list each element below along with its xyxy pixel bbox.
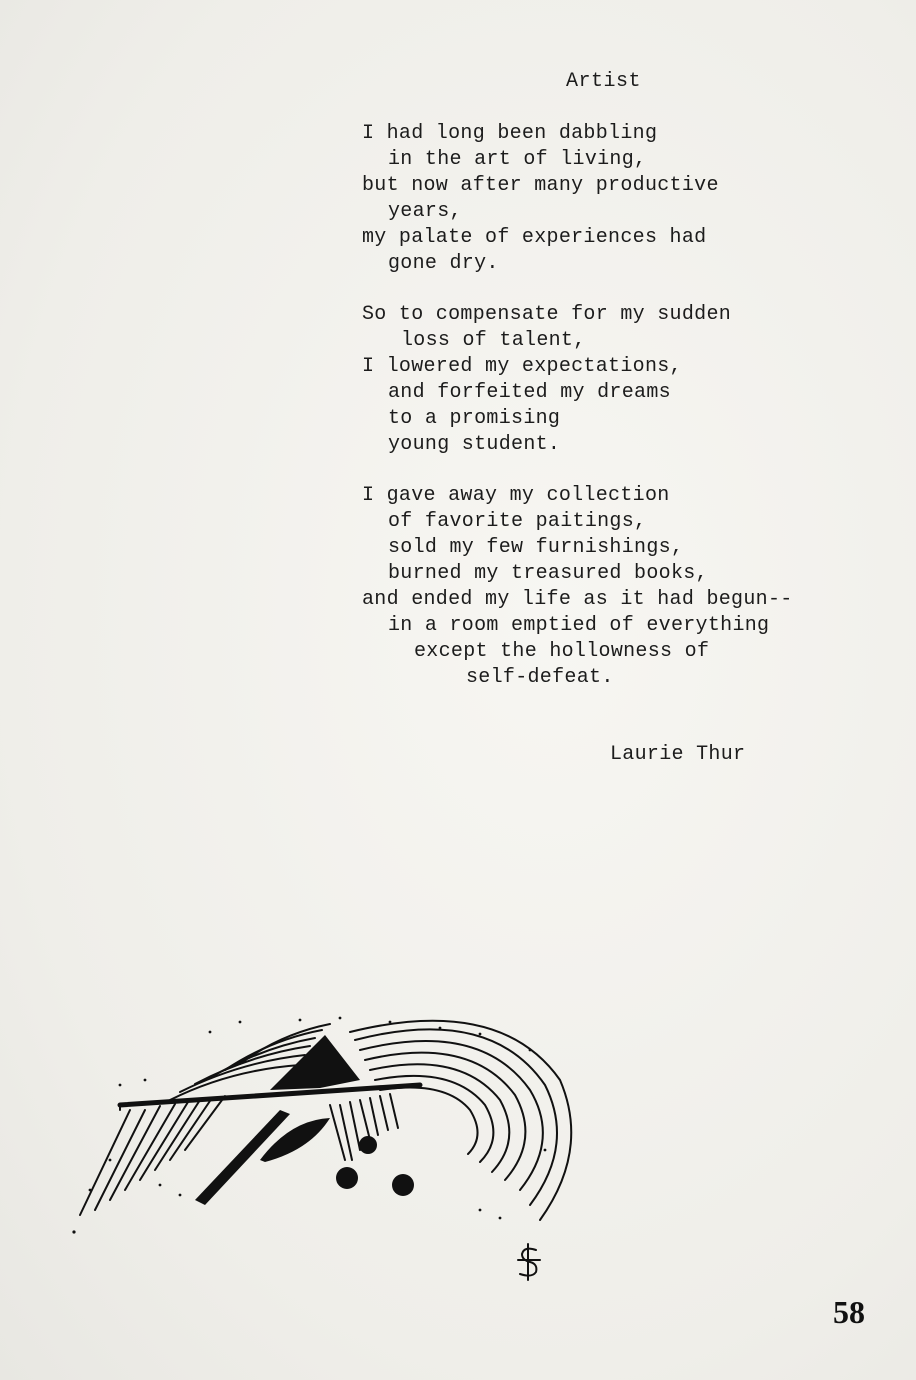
poem-line: burned my treasured books, <box>388 562 708 585</box>
poem-line: in the art of living, <box>388 148 647 171</box>
page-number: 58 <box>833 1294 865 1330</box>
poem-line: except the hollowness of <box>414 640 710 663</box>
poem-line: my palate of experiences had <box>362 226 707 249</box>
poem-line: So to compensate for my sudden <box>362 303 732 326</box>
poem-line: to a promising <box>388 407 561 430</box>
poem-line: but now after many productive <box>362 174 719 197</box>
poem-line: self-defeat. <box>466 666 614 689</box>
poem-line: in a room emptied of everything <box>388 614 770 637</box>
poem-line: and ended my life as it had begun-- <box>362 588 793 611</box>
poem-line: I lowered my expectations, <box>362 355 682 378</box>
poem-line: sold my few furnishings, <box>388 536 684 559</box>
artist-monogram-icon <box>510 1242 546 1282</box>
poem-line: years, <box>388 200 462 223</box>
poem-line: of favorite paitings, <box>388 510 647 533</box>
poem-title: Artist <box>566 70 642 93</box>
abstract-ink-drawing-icon <box>60 1010 600 1250</box>
poem-line: loss of talent, <box>401 329 586 352</box>
poem-line: and forfeited my dreams <box>388 381 671 404</box>
poem-line: I gave away my collection <box>362 484 670 507</box>
poem-line: gone dry. <box>388 252 499 275</box>
poem-line: I had long been dabbling <box>362 122 658 145</box>
poem-line: young student. <box>388 433 561 456</box>
poem-author: Laurie Thur <box>610 743 746 766</box>
